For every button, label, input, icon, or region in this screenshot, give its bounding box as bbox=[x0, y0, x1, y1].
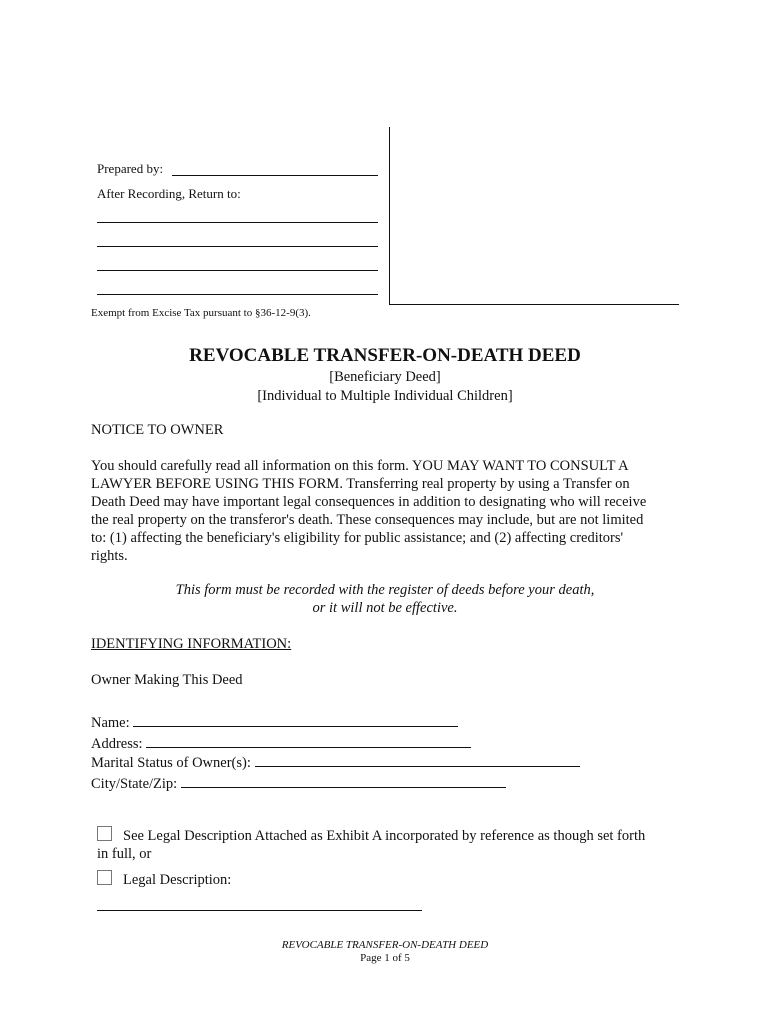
notice-line: You should carefully read all information on this form. YOU MAY WANT TO CONSULT A bbox=[91, 458, 629, 474]
notice-heading: NOTICE TO OWNER bbox=[91, 422, 224, 438]
notice-line: to: (1) affecting the beneficiary's eligibility for public assistance; and (2) affecting creditors' bbox=[91, 530, 624, 546]
legal-description-label: Legal Description: bbox=[123, 872, 232, 888]
city-state-zip-label: City/State/Zip: bbox=[91, 776, 178, 792]
city-state-zip-row bbox=[91, 775, 506, 793]
owner-address-row bbox=[91, 735, 471, 753]
document-subtitle-1: [Beneficiary Deed] bbox=[329, 369, 441, 385]
exhibit-a-option-text: See Legal Description Attached as Exhibit A incorporated by reference as though set forth bbox=[123, 828, 646, 844]
page-footer bbox=[0, 939, 770, 965]
recording-warning-line-2: or it will not be effective. bbox=[312, 600, 458, 616]
legal-description-line[interactable] bbox=[97, 910, 422, 911]
notice-line: the real property on the transferor's death. These consequences may include, but are not limited bbox=[91, 512, 644, 528]
notice-line: LAWYER BEFORE USING THIS FORM. Transferring real property by using a Transfer on bbox=[91, 476, 630, 492]
footer-page-number: Page 1 of 5 bbox=[360, 952, 410, 964]
footer-title: REVOCABLE TRANSFER-ON-DEATH DEED bbox=[281, 939, 489, 951]
city-state-zip-field[interactable] bbox=[181, 775, 506, 788]
after-recording-label: After Recording, Return to: bbox=[97, 186, 241, 201]
return-address-line-1[interactable] bbox=[97, 222, 378, 223]
owner-heading: Owner Making This Deed bbox=[91, 672, 243, 688]
notice-paragraph bbox=[91, 457, 691, 565]
document-subtitle-2: [Individual to Multiple Individual Children] bbox=[257, 388, 513, 404]
owner-name-row bbox=[91, 714, 458, 732]
prepared-by-label: Prepared by: bbox=[97, 161, 164, 176]
recording-box-bottom-border bbox=[389, 304, 679, 305]
document-title: REVOCABLE TRANSFER-ON-DEATH DEED bbox=[189, 345, 581, 366]
recording-warning bbox=[0, 581, 770, 617]
marital-status-field[interactable] bbox=[255, 754, 580, 767]
marital-status-row bbox=[91, 754, 580, 772]
recording-warning-line-1: This form must be recorded with the register of deeds before your death, bbox=[175, 582, 595, 598]
return-address-line-2[interactable] bbox=[97, 246, 378, 247]
exhibit-a-checkbox[interactable] bbox=[97, 826, 112, 841]
owner-name-field[interactable] bbox=[133, 714, 458, 727]
exhibit-a-option-text-cont: in full, or bbox=[97, 846, 152, 862]
notice-line: rights. bbox=[91, 548, 128, 564]
return-address-line-3[interactable] bbox=[97, 270, 378, 271]
recording-box-vertical-border bbox=[389, 127, 390, 305]
title-block bbox=[0, 344, 770, 406]
prepared-by-line[interactable] bbox=[172, 175, 378, 176]
exempt-note: Exempt from Excise Tax pursuant to §36-12-9(3). bbox=[91, 307, 311, 319]
owner-address-field[interactable] bbox=[146, 735, 471, 748]
legal-description-checkbox[interactable] bbox=[97, 870, 112, 885]
marital-status-label: Marital Status of Owner(s): bbox=[91, 755, 251, 771]
return-address-line-4[interactable] bbox=[97, 294, 378, 295]
identifying-heading: IDENTIFYING INFORMATION: bbox=[91, 636, 292, 652]
owner-address-label: Address: bbox=[91, 736, 143, 752]
notice-line: Death Deed may have important legal consequences in addition to designating who will receive bbox=[91, 494, 647, 510]
owner-name-label: Name: bbox=[91, 715, 130, 731]
